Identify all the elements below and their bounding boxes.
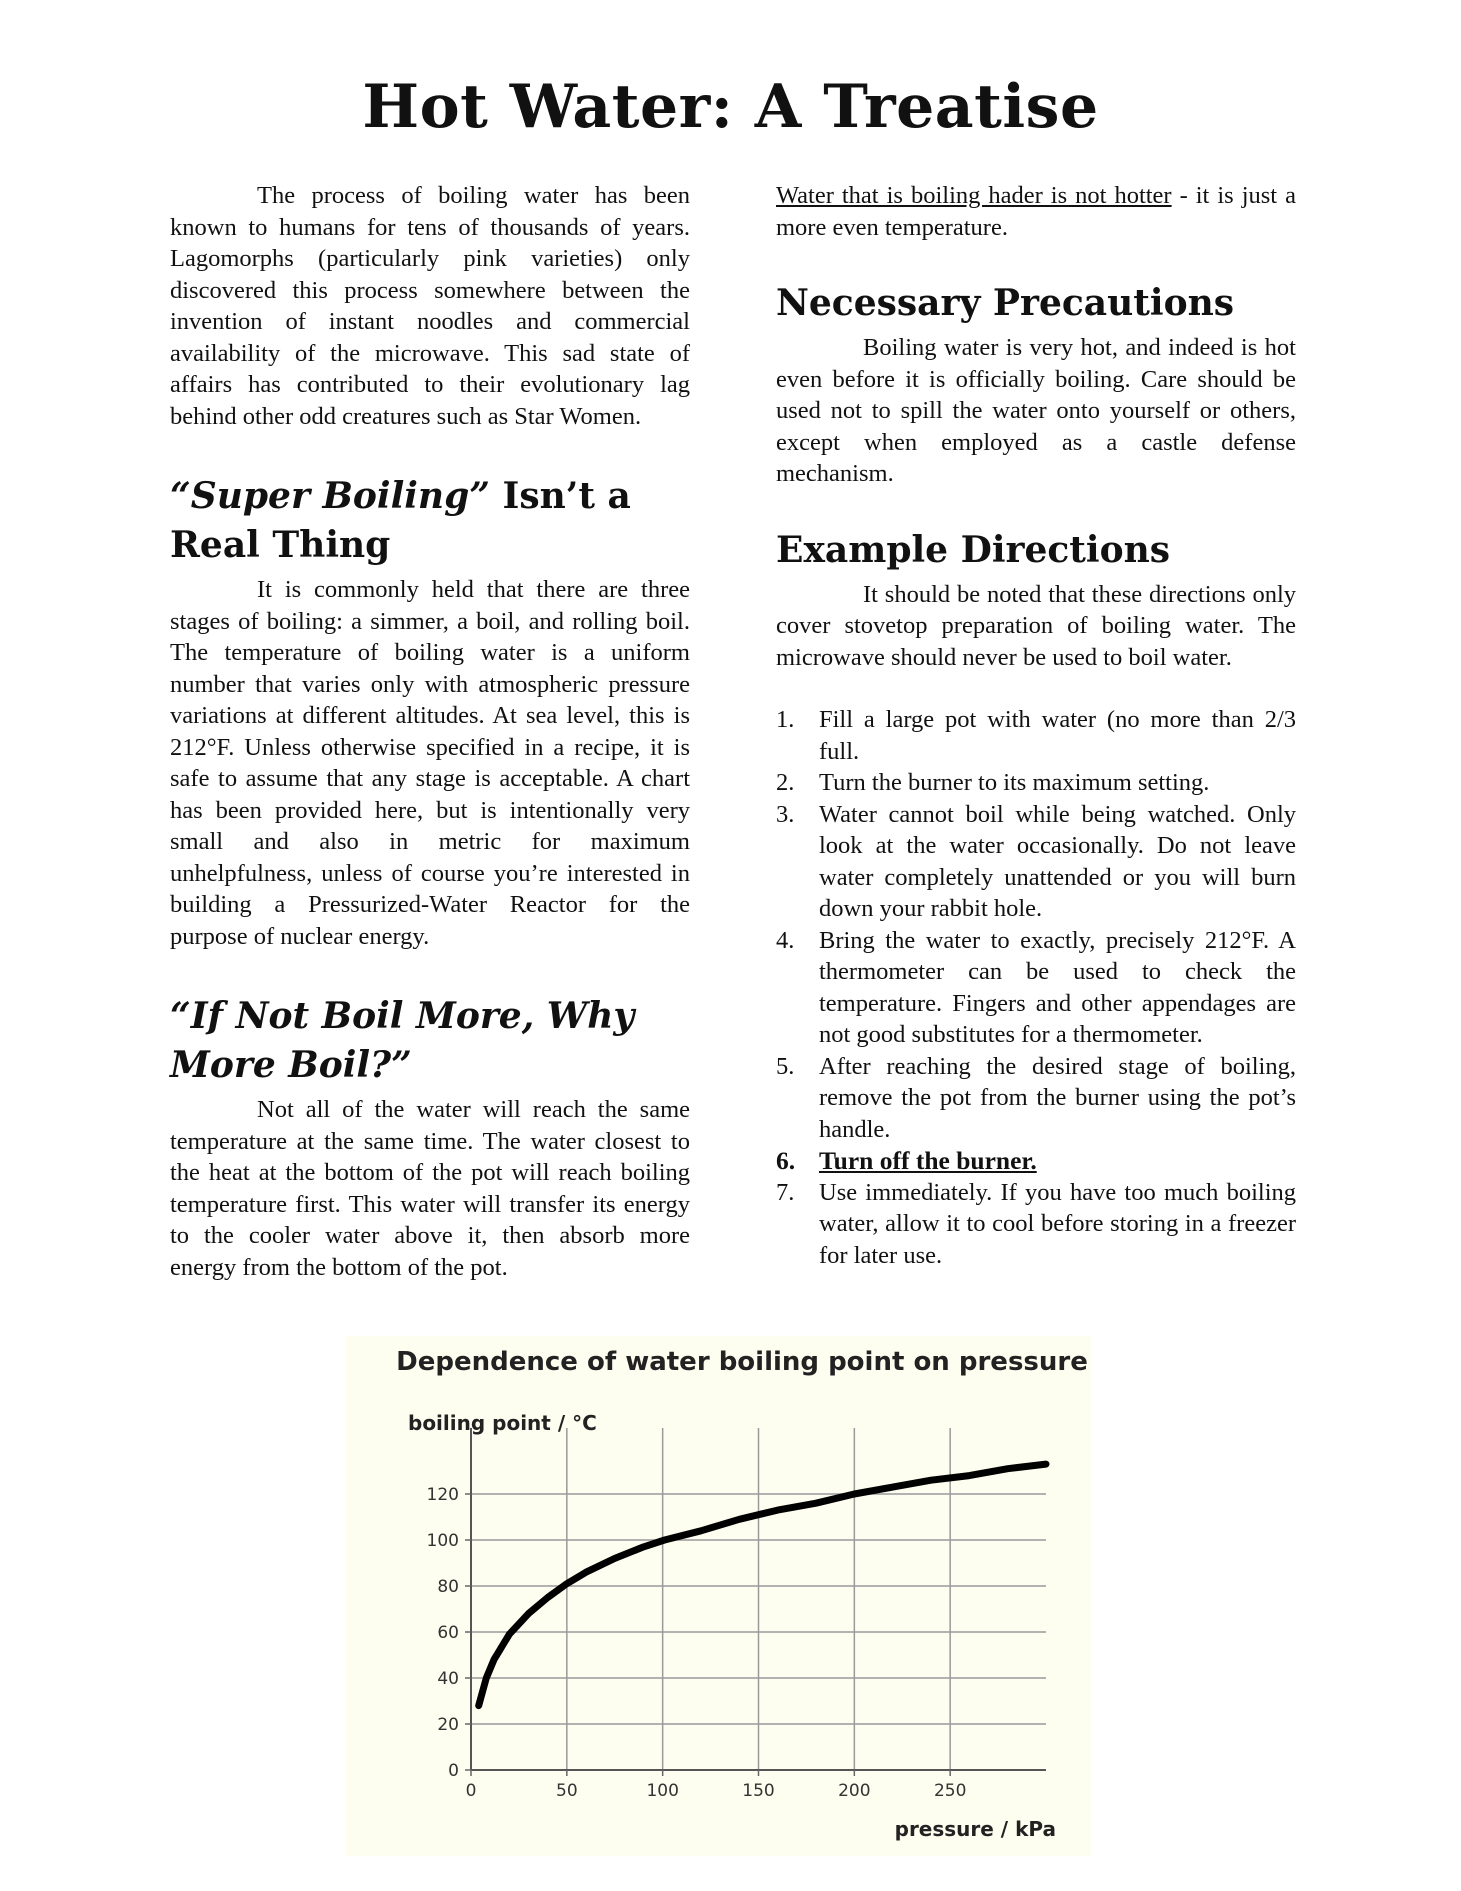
page-title: Hot Water: A Treatise (362, 72, 1099, 142)
heading-if-not-boil (170, 992, 690, 1090)
list-item: 1. Fill a large pot with water (no more than 2/3 full. (776, 706, 1296, 765)
list-item: 2. Turn the burner to its maximum setting. (776, 769, 1210, 796)
chart-tick-label-y: 80 (437, 1577, 459, 1597)
chart-tick-label-y: 120 (426, 1485, 459, 1505)
chart-tick-label-y: 40 (437, 1669, 459, 1689)
chart-tick-label-x: 250 (933, 1781, 967, 1801)
super-boiling-paragraph: It is commonly held that there are three stages of boiling: a simmer, a boil, and rolling boil. The temperature of boiling water is a uniform number that varies only with atmospheric pressure variations at different altitudes. At sea level, this is 212°F. Unless otherwise specified in a recipe, it is safe to assume that any stage is acceptable. A chart has been provided here, but is intentionally very small and also in metric for maximum unhelpfulness, unless of course you’re interested in building a Pressurized-Water Reactor for the purpose of nuclear energy. (170, 576, 690, 950)
directions-list (776, 704, 1296, 1271)
chart-tick-label-y: 60 (437, 1623, 459, 1643)
intro-paragraph: The process of boiling water has been known to humans for tens of thousands of years. Lagomorphs (particularly pink varieties) only discovered this process somewhere between the invention of instant noodles and commercial availability of the microwave. This sad state of affairs has contributed to their evolutionary lag behind other odd creatures such as Star Women. (170, 182, 690, 430)
continuation-paragraph (776, 180, 1296, 243)
heading-if-not-boil-text: “If Not Boil More, Why More Boil?” (170, 995, 635, 1086)
list-item: 4. Bring the water to exactly, precisely 212°F. A thermometer can be used to check the temperature. Fingers and other appendages are not good substitutes for a thermometer. (776, 926, 1296, 1048)
chart-tick-label-y: 100 (426, 1531, 459, 1551)
chart-tick-label-y: 0 (448, 1761, 459, 1781)
chart-series-line (479, 1464, 1046, 1706)
heading-directions: Example Directions (776, 528, 1171, 571)
continuation-rest: - it is just a more even temperature. (776, 182, 1296, 241)
chart-tick-label-y: 20 (437, 1715, 459, 1735)
list-item: 5. After reaching the desired stage of boiling, remove the pot from the burner using the pot’s handle. (776, 1052, 1296, 1143)
chart-svg (346, 1336, 1091, 1856)
list-item: 3. Water cannot boil while being watched. Only look at the water occasionally. Do not leave water completely unattended or you will burn down your rabbit hole. (776, 800, 1296, 922)
chart-tick-label-x: 150 (742, 1781, 775, 1801)
directions-paragraph: It should be noted that these directions only cover stovetop preparation of boiling water. The microwave should never be used to boil water. (776, 580, 1296, 671)
if-not-boil-paragraph: Not all of the water will reach the same temperature at the same time. The water closest to the heat at the bottom of the pot will reach boiling temperature first. This water will transfer its energy to the cooler water above it, then absorb more energy from the bottom of the pot. (170, 1096, 690, 1281)
chart-x-axis-label: pressure / kPa (894, 1817, 1056, 1841)
list-item-turn-off: 6. Turn off the burner. (776, 1146, 1037, 1175)
list-item: 7. Use immediately. If you have too much boiling water, allow it to cool before storing in a freezer for later use. (776, 1178, 1296, 1269)
heading-super-boiling (170, 472, 690, 570)
chart-tick-label-x: 50 (556, 1781, 578, 1801)
heading-super-boiling-rest: Isn’t a Real Thing (170, 475, 631, 566)
right-column (776, 180, 1296, 1271)
boiling-point-chart (346, 1336, 1091, 1856)
chart-y-axis-label: boiling point / °C (408, 1411, 597, 1435)
chart-tick-label-x: 200 (838, 1781, 871, 1801)
chart-tick-label-x: 100 (646, 1781, 679, 1801)
continuation-underlined: Water that is boiling hader is not hotter (776, 182, 1172, 209)
chart-tick-label-x: 0 (465, 1781, 477, 1801)
heading-super-boiling-quote: “Super Boiling” (170, 475, 490, 517)
left-column (170, 180, 690, 1283)
precautions-paragraph: Boiling water is very hot, and indeed is hot even before it is officially boiling. Care should be used not to spill the water onto yourself or others, except when employed as a castle defense mechanism. (776, 334, 1296, 487)
heading-precautions: Necessary Precautions (776, 282, 1235, 324)
chart-title: Dependence of water boiling point on pressure (396, 1347, 1088, 1377)
